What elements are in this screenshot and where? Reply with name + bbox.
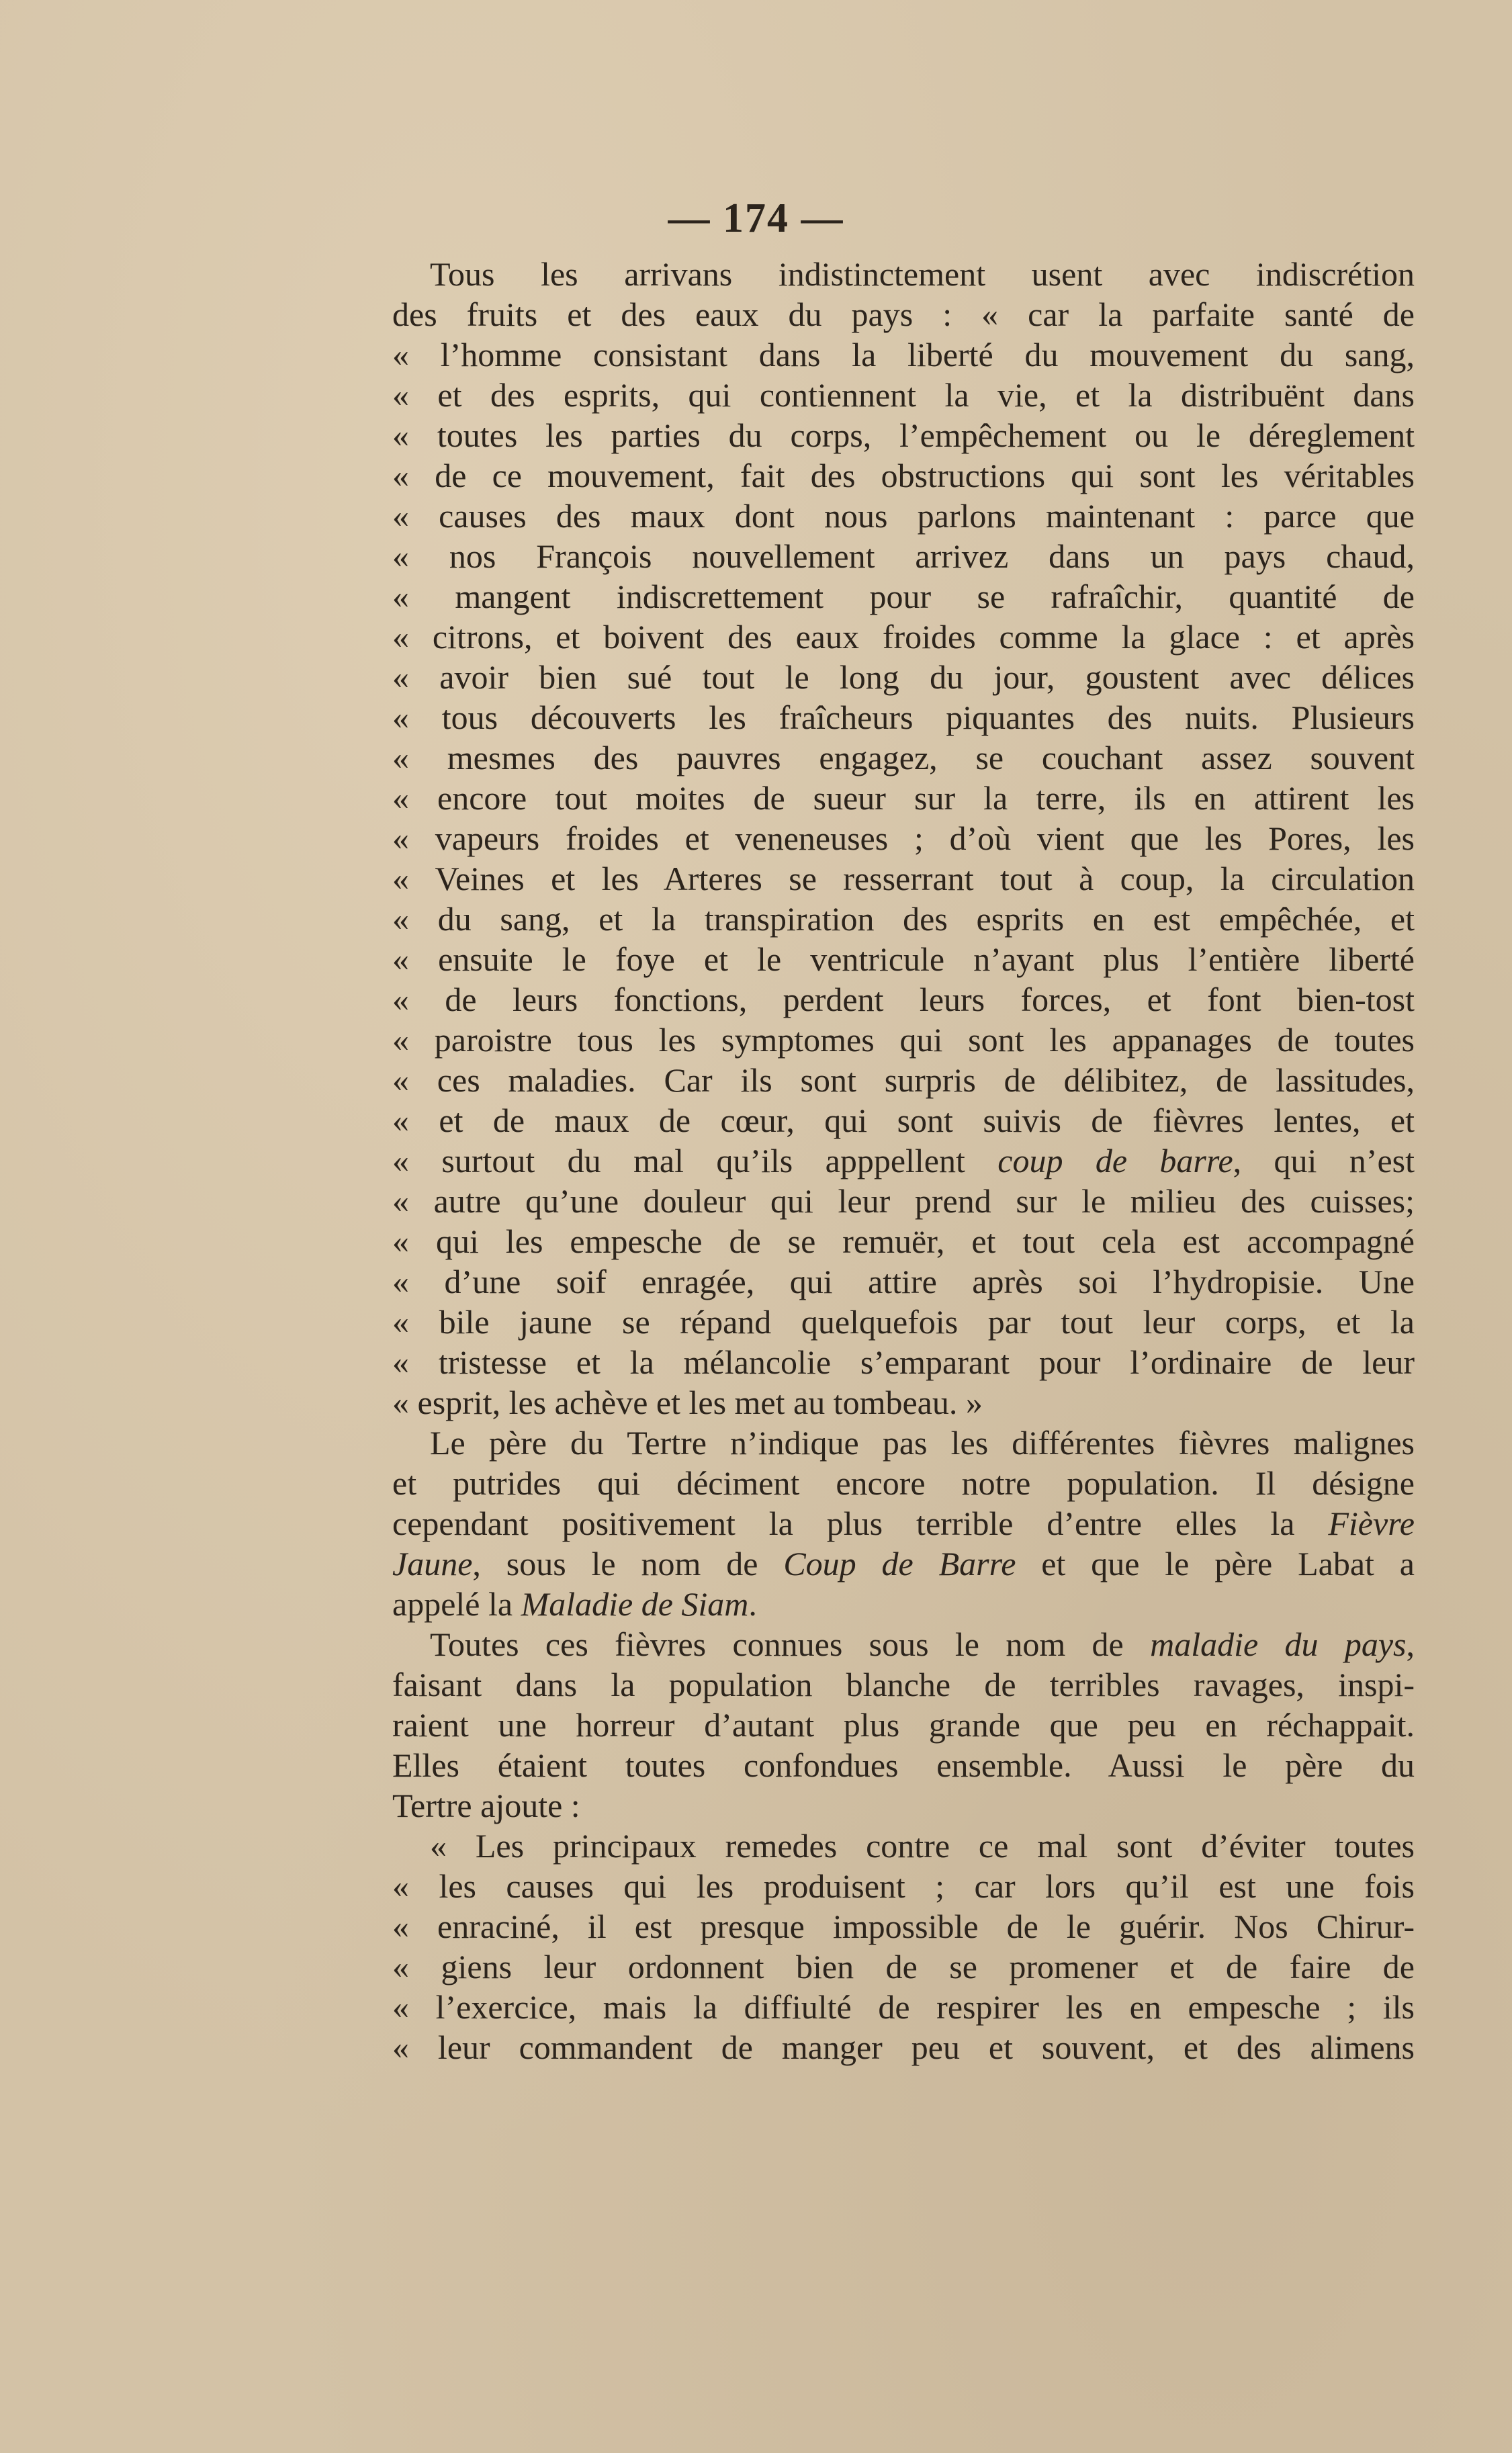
text-run: , qui n’est (1233, 1142, 1415, 1179)
text-line: « esprit, les achève et les met au tombeau. » (392, 1384, 983, 1421)
text-run: Toutes ces fièvres connues sous le nom de (430, 1625, 1151, 1663)
text-line: Tertre ajoute : (392, 1787, 580, 1824)
text-line: « l’homme consistant dans la liberté du mouvement du sang, (392, 336, 1415, 373)
text-line: « qui les empesche de se remuër, et tout cela est accompagné (392, 1222, 1415, 1260)
text-line: « Les principaux remedes contre ce mal sont d’éviter toutes (430, 1827, 1415, 1865)
italic-text: coup de barre (997, 1142, 1233, 1179)
italic-text: Coup de Barre (783, 1545, 1016, 1582)
text-line: « encore tout moites de sueur sur la terre, ils en attirent les (392, 779, 1415, 817)
text-line: « tristesse et la mélancolie s’emparant pour l’ordinaire de leur (392, 1343, 1415, 1381)
text-line: « mangent indiscrettement pour se rafraîchir, quantité de (392, 578, 1415, 615)
text-line: « nos François nouvellement arrivez dans un pays chaud, (392, 537, 1415, 575)
text-run: cependant positivement la plus terrible d’entre elles la (392, 1505, 1329, 1542)
text-line: et putrides qui déciment encore notre population. Il désigne (392, 1464, 1415, 1502)
text-line: « vapeurs froides et veneneuses ; d’où vient que les Pores, les (392, 819, 1415, 857)
text-line: « de leurs fonctions, perdent leurs forces, et font bien-tost (392, 981, 1415, 1018)
text-line: « l’exercice, mais la diffiulté de respirer les en empesche ; ils (392, 1988, 1415, 2026)
text-line: faisant dans la population blanche de terribles ravages, inspi- (392, 1666, 1415, 1703)
text-line (392, 1624, 1415, 1664)
text-line (392, 1544, 1415, 1584)
text-line: « autre qu’une douleur qui leur prend sur le milieu des cuisses; (392, 1182, 1415, 1220)
text-line: « causes des maux dont nous parlons maintenant : parce que (392, 497, 1415, 535)
text-line: « du sang, et la transpiration des esprits en est empêchée, et (392, 900, 1415, 938)
text-line: raient une horreur d’autant plus grande que peu en réchappait. (392, 1706, 1415, 1744)
text-line: « toutes les parties du corps, l’empêchement ou le déreglement (392, 416, 1415, 454)
text-run: appelé la (392, 1585, 521, 1623)
italic-text: Fièvre (1328, 1505, 1415, 1542)
text-line (392, 1503, 1415, 1544)
text-line: « de ce mouvement, fait des obstructions qui sont les véritables (392, 457, 1415, 494)
text-run: « surtout du mal qu’ils apppellent (392, 1142, 998, 1179)
text-line: « ces maladies. Car ils sont surpris de délibitez, de lassitudes, (392, 1061, 1415, 1099)
text-line: Tous les arrivans indistinctement usent avec indiscrétion (430, 255, 1415, 293)
italic-text: maladie du pays (1150, 1625, 1407, 1663)
page-number: — 174 — (668, 195, 844, 241)
text-line: Elles étaient toutes confondues ensemble. Aussi le père du (392, 1746, 1415, 1784)
text-line: « et des esprits, qui contiennent la vie, et la distribuënt dans (392, 376, 1415, 414)
text-line: « les causes qui les produisent ; car lors qu’il est une fois (392, 1867, 1415, 1905)
text-run: . (748, 1585, 757, 1623)
italic-text: Maladie de Siam (521, 1585, 749, 1623)
text-line: « giens leur ordonnent bien de se promener et de faire de (392, 1948, 1415, 1986)
text-line: « d’une soif enragée, qui attire après soi l’hydropisie. Une (392, 1263, 1415, 1300)
italic-text: Jaune (392, 1545, 473, 1582)
text-line: « ensuite le foye et le ventricule n’ayant plus l’entière liberté (392, 940, 1415, 978)
text-line: « enraciné, il est presque impossible de le guérir. Nos Chirur- (392, 1908, 1415, 1945)
text-line: « citrons, et boivent des eaux froides comme la glace : et après (392, 618, 1415, 656)
text-line (392, 1584, 1415, 1624)
text-line: « avoir bien sué tout le long du jour, goustent avec délices (392, 658, 1415, 696)
text-line (392, 1141, 1415, 1181)
text-line: des fruits et des eaux du pays : « car la parfaite santé de (392, 296, 1415, 333)
text-run: , (1406, 1625, 1415, 1663)
text-line: « et de maux de cœur, qui sont suivis de fièvres lentes, et (392, 1102, 1415, 1139)
text-line: « paroistre tous les symptomes qui sont les appanages de toutes (392, 1021, 1415, 1059)
text-line: Le père du Tertre n’indique pas les différentes fièvres malignes (430, 1424, 1415, 1462)
text-line: « mesmes des pauvres engagez, se couchant assez souvent (392, 739, 1415, 776)
text-line: « bile jaune se répand quelquefois par tout leur corps, et la (392, 1303, 1415, 1341)
body-text (392, 254, 1415, 2067)
text-line: « leur commandent de manger peu et souvent, et des alimens (392, 2028, 1415, 2066)
text-run: , sous le nom de (472, 1545, 784, 1582)
text-run: et que le père Labat a (1016, 1545, 1415, 1582)
text-line: « Veines et les Arteres se resserrant tout à coup, la circulation (392, 860, 1415, 897)
text-line: « tous découverts les fraîcheurs piquantes des nuits. Plusieurs (392, 699, 1415, 736)
